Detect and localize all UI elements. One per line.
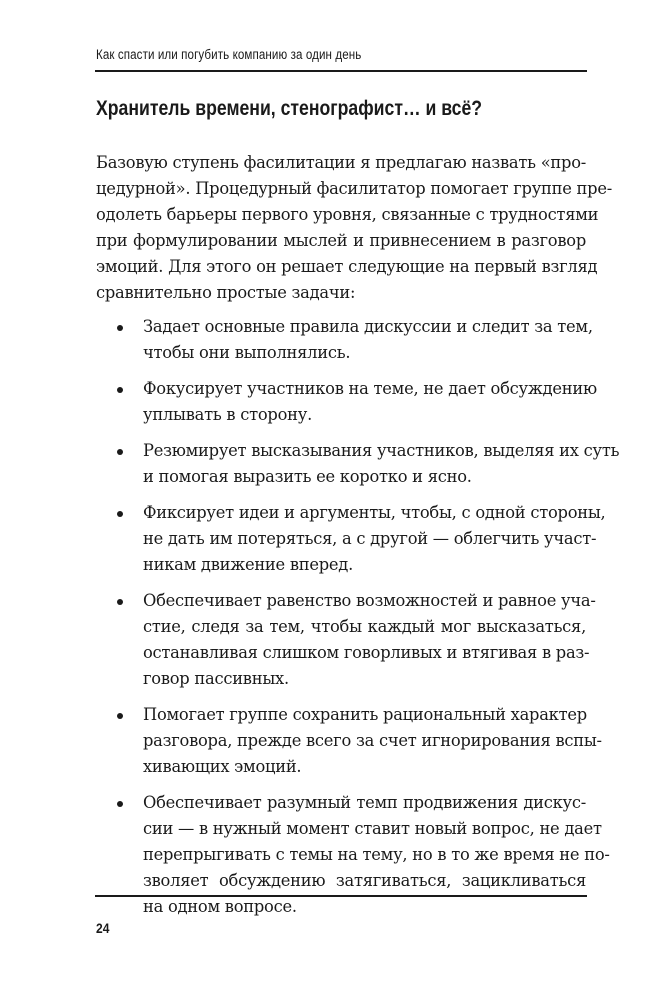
bullet-icon bbox=[117, 511, 123, 517]
list-item-line: разговора, прежде всего за счет игнорирования вспы- bbox=[143, 731, 602, 750]
list-item-line: Фокусирует участников на теме, не дает обсуждению bbox=[143, 379, 597, 398]
footer-divider bbox=[95, 895, 587, 897]
list-item-line: не дать им потеряться, а с другой — облегчить участ- bbox=[143, 529, 597, 548]
list-item-line: Задает основные правила дискуссии и следит за тем, bbox=[143, 317, 593, 336]
bullet-icon bbox=[117, 801, 123, 807]
header-divider bbox=[95, 70, 587, 72]
list-item bbox=[96, 702, 602, 780]
intro-line: сравнительно простые задачи: bbox=[96, 283, 356, 302]
intro-line: цедурной». Процедурный фасилитатор помогает группе пре- bbox=[96, 179, 612, 198]
list-item-line: зволяет обсуждению затягиваться, зацикливаться bbox=[143, 871, 586, 890]
list-item-line: уплывать в сторону. bbox=[143, 405, 313, 424]
list-item-line: чтобы они выполнялись. bbox=[143, 343, 351, 362]
list-item bbox=[96, 376, 597, 428]
intro-line: Базовую ступень фасилитации я предлагаю назвать «про- bbox=[96, 153, 586, 172]
list-item-line: и помогая выразить ее коротко и ясно. bbox=[143, 467, 472, 486]
list-item-line: говор пассивных. bbox=[143, 669, 289, 688]
intro-line: одолеть барьеры первого уровня, связанные с трудностями bbox=[96, 205, 599, 224]
list-item-line: никам движение вперед. bbox=[143, 555, 354, 574]
list-item-line: перепрыгивать с темы на тему, но в то же время не по- bbox=[143, 845, 610, 864]
page-number: 24 bbox=[96, 920, 110, 936]
task-list bbox=[96, 314, 620, 920]
list-item-line: Обеспечивает равенство возможностей и равное уча- bbox=[143, 591, 596, 610]
list-item bbox=[96, 790, 610, 920]
intro-line: эмоций. Для этого он решает следующие на первый взгляд bbox=[96, 257, 598, 276]
list-item-line: Обеспечивает разумный темп продвижения дискус- bbox=[143, 793, 586, 812]
body-text bbox=[96, 150, 620, 930]
list-item bbox=[96, 438, 620, 490]
list-item bbox=[96, 500, 606, 578]
bullet-icon bbox=[117, 599, 123, 605]
list-item-line: Фиксирует идеи и аргументы, чтобы, с одной стороны, bbox=[143, 503, 606, 522]
intro-line: при формулировании мыслей и привнесением в разговор bbox=[96, 231, 586, 250]
bullet-icon bbox=[117, 449, 123, 455]
intro-paragraph bbox=[96, 150, 612, 306]
bullet-icon bbox=[117, 713, 123, 719]
list-item-line: сии — в нужный момент ставит новый вопрос, не дает bbox=[143, 819, 602, 838]
bullet-icon bbox=[117, 325, 123, 331]
list-item-line: стие, следя за тем, чтобы каждый мог высказаться, bbox=[143, 617, 586, 636]
list-item-line: хивающих эмоций. bbox=[143, 757, 302, 776]
list-item-line: останавливая слишком говорливых и втягивая в раз- bbox=[143, 643, 590, 662]
list-item-line: Помогает группе сохранить рациональный характер bbox=[143, 705, 587, 724]
list-item bbox=[96, 588, 596, 692]
section-title: Хранитель времени, стенографист… и всё? bbox=[96, 97, 483, 120]
list-item-line: Резюмирует высказывания участников, выделяя их суть bbox=[143, 441, 620, 460]
bullet-icon bbox=[117, 387, 123, 393]
list-item bbox=[96, 314, 593, 366]
list-item-line: на одном вопросе. bbox=[143, 897, 297, 916]
running-head: Как спасти или погубить компанию за один день bbox=[96, 47, 362, 62]
